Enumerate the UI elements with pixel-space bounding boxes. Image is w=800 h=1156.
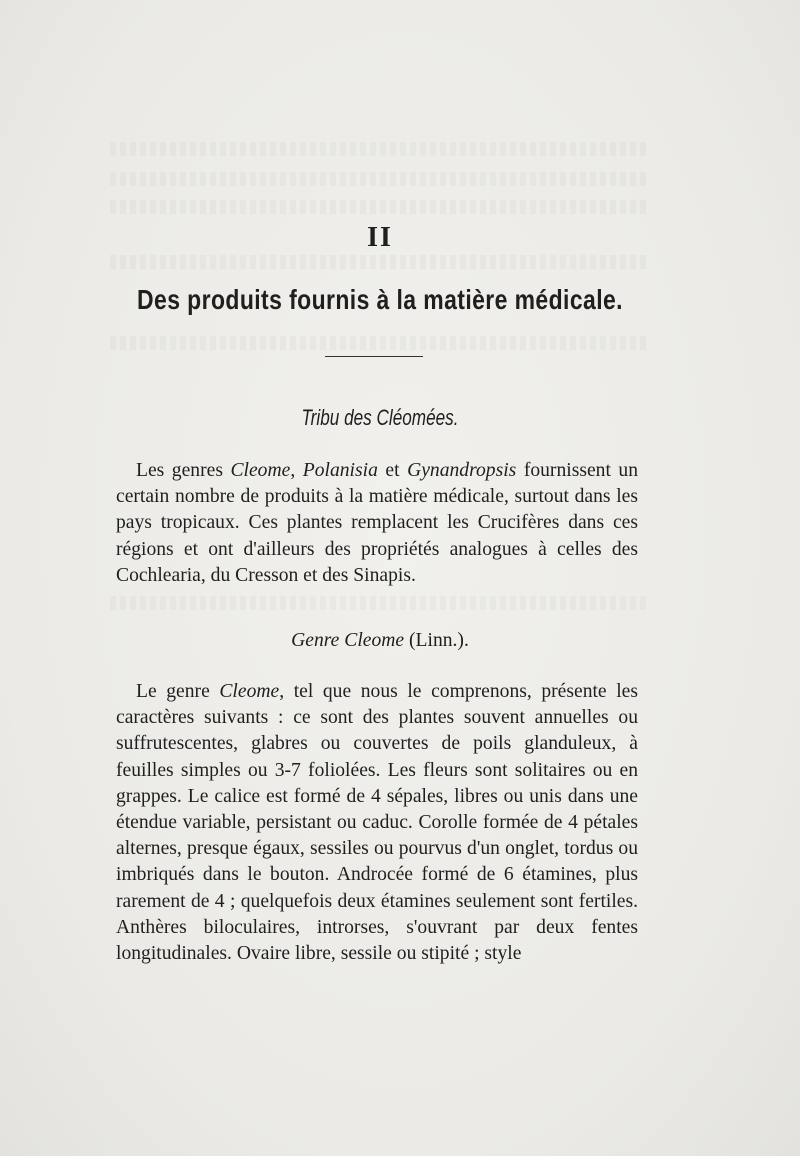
bleed-through-line [110, 255, 650, 269]
text-run: , [290, 460, 303, 481]
section-number: II [367, 222, 393, 253]
genus-name: Gynandropsis [407, 460, 517, 481]
text-run: et [377, 460, 408, 481]
bleed-through-line [110, 336, 650, 350]
text-run: fournissent un certain nombre de produits à la matière médicale, surtout dans les pays tropicaux. Ces plantes remplacent les Crucifères dans ces régions et ont d'ailleurs des propriétés analogues à celles des Cochlearia, du Cresson et des Sinapis. [116, 460, 639, 586]
bleed-through-line [110, 200, 650, 214]
genus-name: Cleome [219, 681, 280, 702]
genre-heading [0, 630, 760, 652]
genus-name: Polanisia [302, 460, 378, 481]
bleed-through-line [110, 142, 650, 156]
genre-name: Genre Cleome [291, 630, 405, 651]
intro-paragraph [116, 458, 638, 589]
title-divider [325, 356, 423, 357]
section-title: Des produits fournis à la matière médicale. [137, 284, 623, 315]
text-run: , tel que nous le comprenons, présente les caractères suivants : ce sont des plantes souvent annuelles ou suffrutescentes, glabres ou couvertes de poils glanduleux, à feuilles simples ou 3-7 foliolées. Les fleurs sont solitaires ou en grappes. Le calice est formé de 4 sépales, libres ou unis dans une étendue variable, persistant ou caduc. Corolle formée de 4 pétales alternes, presque égaux, sessiles ou pourvus d'un onglet, tordus ou imbriqués dans le bouton. Androcée formé de 6 étamines, plus rarement de 4 ; quelquefois deux étamines seulement sont fertiles. Anthères biloculaires, introrses, s'ouvrant par deux fentes longitudinales. Ovaire libre, sessile ou stipité ; style [116, 681, 638, 965]
genus-name: Cleome [230, 460, 291, 481]
text-run: Le genre [136, 681, 220, 702]
bleed-through-line [110, 596, 650, 610]
genre-authority: (Linn.). [404, 630, 469, 651]
tribe-heading: Tribu des Cléomées. [301, 405, 459, 430]
bleed-through-line [110, 172, 650, 186]
description-paragraph [116, 679, 638, 967]
text-run: Les genres [136, 460, 231, 481]
